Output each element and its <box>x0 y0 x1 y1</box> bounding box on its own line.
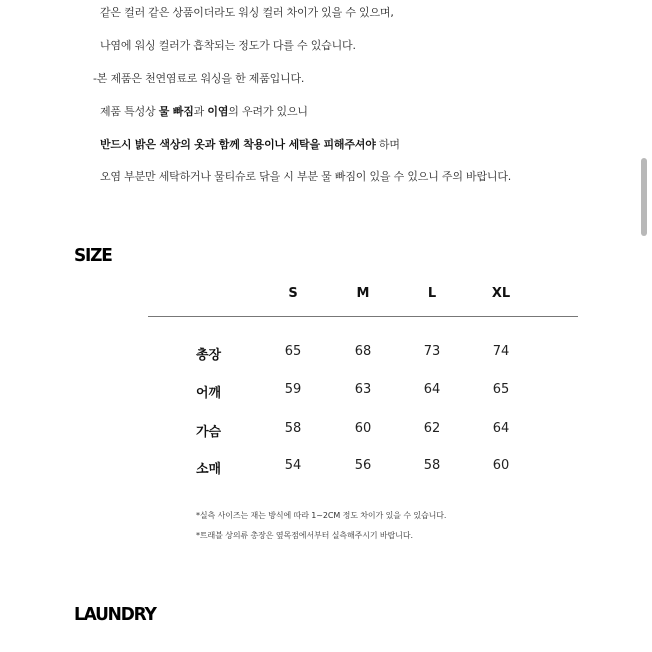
laundry-section-title: LAUNDRY <box>74 604 156 626</box>
notice-line-2: 나염에 워싱 컬러가 흡착되는 정도가 다를 수 있습니다. <box>100 39 356 52</box>
notice-bold-water-fade: 물 빠짐 <box>158 105 194 118</box>
size-cell: 58 <box>284 421 302 436</box>
scrollbar-thumb[interactable] <box>641 158 647 236</box>
size-cell: 58 <box>423 458 441 473</box>
size-row-label-length: 총장 <box>196 348 222 363</box>
size-row-label-chest: 가슴 <box>196 425 222 440</box>
size-cell: 65 <box>284 344 302 359</box>
scrollbar[interactable] <box>642 0 650 652</box>
notice-line-5-post: 하며 <box>375 138 400 151</box>
notice-line-5 <box>100 136 400 152</box>
size-cell: 65 <box>492 382 510 397</box>
size-row-label-sleeve: 소매 <box>196 462 222 477</box>
notice-line-6: 오염 부분만 세탁하거나 물티슈로 닦을 시 부분 물 빠짐이 있을 수 있으니 주의 바랍니다. <box>100 170 512 183</box>
notice-bold-warning: 반드시 밝은 색상의 옷과 함께 착용이나 세탁을 피해주셔야 <box>100 138 376 151</box>
notice-line-4 <box>100 103 308 119</box>
size-cell: 60 <box>354 421 372 436</box>
size-column-s: S <box>288 286 298 301</box>
size-cell: 60 <box>492 458 510 473</box>
notice-bold-dye-transfer: 이염 <box>207 105 229 118</box>
notice-line-1: 같은 컬러 같은 상품이더라도 워싱 컬러 차이가 있을 수 있으며, <box>100 6 394 19</box>
size-column-xl: XL <box>491 286 511 301</box>
size-cell: 64 <box>492 421 510 436</box>
size-cell: 73 <box>423 344 441 359</box>
size-table-divider <box>148 316 578 317</box>
size-cell: 68 <box>354 344 372 359</box>
size-section-title: SIZE <box>74 245 112 267</box>
size-footnote-1: *실측 사이즈는 재는 방식에 따라 1~2CM 정도 차이가 있을 수 있습니다. <box>196 511 447 520</box>
size-cell: 59 <box>284 382 302 397</box>
notice-line-3: -본 제품은 천연염료로 워싱을 한 제품입니다. <box>93 72 305 85</box>
size-cell: 74 <box>492 344 510 359</box>
size-row-label-shoulder: 어깨 <box>196 386 222 401</box>
notice-line-4-pre: 제품 특성상 <box>100 105 159 118</box>
size-cell: 54 <box>284 458 302 473</box>
size-footnote-2: *트래블 상의류 총장은 옆목점에서부터 실측해주시기 바랍니다. <box>196 531 413 540</box>
size-cell: 63 <box>354 382 372 397</box>
size-column-m: M <box>356 286 370 301</box>
size-cell: 64 <box>423 382 441 397</box>
size-column-l: L <box>427 286 437 301</box>
size-cell: 56 <box>354 458 372 473</box>
notice-line-4-mid: 과 <box>193 105 208 118</box>
notice-line-4-post: 의 우려가 있으니 <box>228 105 308 118</box>
size-cell: 62 <box>423 421 441 436</box>
